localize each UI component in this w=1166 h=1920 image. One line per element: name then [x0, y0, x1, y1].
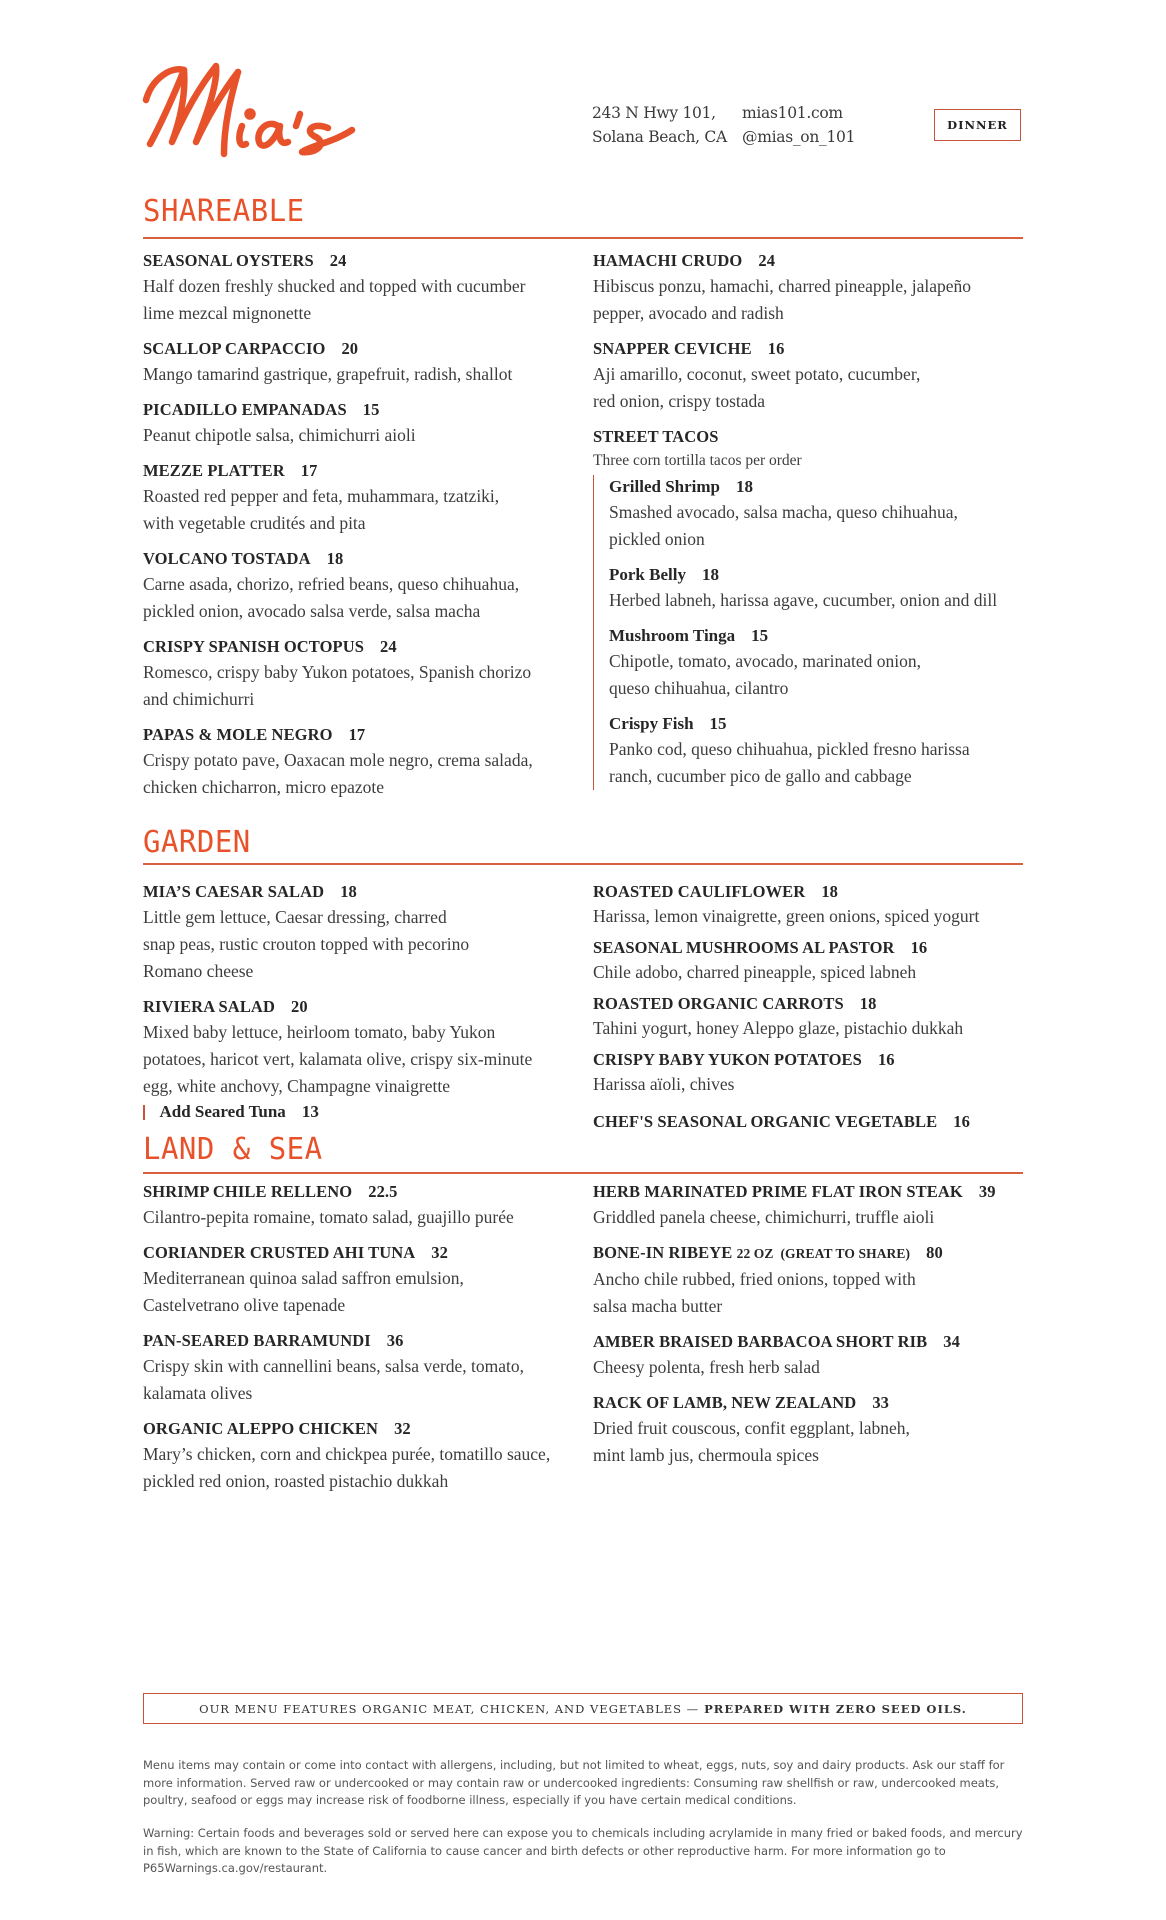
menu-item: [143, 547, 583, 625]
item-price: 32: [394, 1419, 411, 1438]
item-name: RIVIERA SALAD: [143, 997, 275, 1016]
item-price: 15: [709, 714, 727, 733]
taco-item: [609, 475, 1033, 553]
item-description: Hibiscus ponzu, hamachi, charred pineapple, jalapeño pepper, avocado and radish: [593, 276, 972, 323]
address-line-2: Solana Beach, CA: [592, 128, 727, 146]
banner-text: OUR MENU FEATURES ORGANIC MEAT, CHICKEN, AND VEGETABLES —: [199, 1701, 700, 1716]
item-price: 24: [329, 251, 347, 270]
item-note: 22 OZ (GREAT TO SHARE): [736, 1246, 911, 1261]
item-description: Harissa, lemon vinaigrette, green onions, spiced yogurt: [593, 906, 980, 926]
item-name: PAPAS & MOLE NEGRO: [143, 725, 333, 744]
item-price: 16: [910, 938, 928, 957]
section-title-shareable: SHAREABLE: [143, 192, 305, 229]
item-description: Ancho chile rubbed, fried onions, topped with salsa macha butter: [593, 1269, 916, 1316]
item-name: CORIANDER CRUSTED AHI TUNA: [143, 1243, 416, 1262]
item-price: 18: [735, 477, 753, 496]
item-description: Crispy skin with cannellini beans, salsa verde, tomato, kalamata olives: [143, 1356, 525, 1403]
menu-item: [143, 398, 583, 449]
menu-item: [593, 1048, 1033, 1096]
item-description: Panko cod, queso chihuahua, pickled fresno harissa ranch, cucumber pico de gallo and cabbage: [609, 739, 970, 786]
garden-left-column: [143, 880, 583, 1124]
tacos-intro: Three corn tortilla tacos per order: [593, 452, 802, 469]
item-price: 15: [751, 626, 769, 645]
item-name: STREET TACOS: [593, 427, 719, 446]
item-name: AMBER BRAISED BARBACOA SHORT RIB: [593, 1332, 928, 1351]
tacos-sublist: [593, 475, 1033, 790]
item-description: Mediterranean quinoa salad saffron emulsion, Castelvetrano olive tapenade: [143, 1268, 464, 1315]
item-description: Roasted red pepper and feta, muhammara, tzatziki, with vegetable crudités and pita: [143, 486, 500, 533]
item-price: 20: [290, 997, 308, 1016]
section-divider: [143, 1172, 1023, 1174]
shareable-right-column: [593, 249, 1033, 790]
menu-item: [593, 936, 1033, 984]
section-title-garden: GARDEN: [143, 823, 251, 860]
item-name: RACK OF LAMB, NEW ZEALAND: [593, 1393, 857, 1412]
address-line-1: 243 N Hwy 101,: [592, 104, 716, 122]
menu-item: [143, 1180, 583, 1231]
item-price: 17: [300, 461, 318, 480]
item-name: Mushroom Tinga: [609, 626, 736, 645]
taco-item: [609, 624, 1033, 702]
item-price: 18: [340, 882, 357, 901]
item-description: Cilantro-pepita romaine, tomato salad, guajillo purée: [143, 1207, 514, 1227]
menu-item: [593, 1180, 1033, 1231]
item-description: Crispy potato pave, Oaxacan mole negro, crema salada, chicken chicharron, micro epazote: [143, 750, 533, 797]
item-name: CRISPY BABY YUKON POTATOES: [593, 1050, 862, 1069]
item-name: ROASTED ORGANIC CARROTS: [593, 994, 844, 1013]
item-price: 32: [431, 1243, 448, 1262]
menu-item: [593, 1391, 1033, 1469]
item-description: Mango tamarind gastrique, grapefruit, radish, shallot: [143, 364, 513, 384]
item-description: Smashed avocado, salsa macha, queso chihuahua, pickled onion: [609, 502, 958, 549]
item-price: 18: [821, 882, 839, 901]
allergen-notice: Menu items may contain or come into contact with allergens, including, but not limited to wheat, eggs, nuts, soy and dairy products. Ask our staff for more information. Served raw or undercooked or may contain raw or undercooked ingredients: Consuming raw shellfish or raw, undercooked meats, poultry, seafood or eggs may increase risk of foodborne illness, especially if you have certain medical conditions.: [143, 1758, 1005, 1807]
item-description: Herbed labneh, harissa agave, cucumber, onion and dill: [609, 590, 998, 610]
banner-bold-text: PREPARED WITH ZERO SEED OILS.: [704, 1701, 967, 1716]
item-name: HAMACHI CRUDO: [593, 251, 743, 270]
menu-item: [143, 249, 583, 327]
menu-item: [593, 880, 1033, 928]
menu-item: [143, 723, 583, 801]
item-name: SEASONAL MUSHROOMS AL PASTOR: [593, 938, 895, 957]
section-title-land-sea: LAND & SEA: [143, 1130, 323, 1167]
addon-price: 13: [301, 1102, 319, 1121]
prop65-warning: Warning: Certain foods and beverages sold or served here can expose you to chemicals including acrylamide in many fried or baked foods, and mercury in fish, which are known to the State of California to cause cancer and birth defects or other reproductive harm. For more information go to P65Warnings.ca.gov/restaurant.: [143, 1826, 1023, 1875]
item-description: Peanut chipotle salsa, chimichurri aioli: [143, 425, 416, 445]
menu-item: [593, 1241, 1033, 1320]
item-name: ORGANIC ALEPPO CHICKEN: [143, 1419, 379, 1438]
item-description: Dried fruit couscous, confit eggplant, labneh, mint lamb jus, chermoula spices: [593, 1418, 910, 1465]
item-description: Mary’s chicken, corn and chickpea purée, tomatillo sauce, pickled red onion, roasted pistachio dukkah: [143, 1444, 551, 1491]
menu-item: [593, 1110, 1033, 1134]
taco-item: [609, 712, 1033, 790]
land-sea-left-column: [143, 1180, 583, 1505]
seed-oil-banner: [143, 1693, 1023, 1724]
item-price: 34: [943, 1332, 960, 1351]
menu-item: [143, 459, 583, 537]
item-name: PAN-SEARED BARRAMUNDI: [143, 1331, 371, 1350]
item-description: Half dozen freshly shucked and topped with cucumber lime mezcal mignonette: [143, 276, 526, 323]
item-price: 33: [872, 1393, 890, 1412]
item-price: 18: [859, 994, 877, 1013]
item-description: Griddled panela cheese, chimichurri, truffle aioli: [593, 1207, 935, 1227]
menu-item: [143, 337, 583, 388]
item-name: SCALLOP CARPACCIO: [143, 339, 326, 358]
item-description: Chipotle, tomato, avocado, marinated onion, queso chihuahua, cilantro: [609, 651, 922, 698]
section-divider: [143, 237, 1023, 239]
item-description: Aji amarillo, coconut, sweet potato, cucumber, red onion, crispy tostada: [593, 364, 921, 411]
item-name: SHRIMP CHILE RELLENO: [143, 1182, 353, 1201]
item-description: Mixed baby lettuce, heirloom tomato, baby Yukon potatoes, haricot vert, kalamata olive, crispy six-minute egg, white anchovy, Champagne vinaigrette: [143, 1022, 533, 1096]
item-name: VOLCANO TOSTADA: [143, 549, 311, 568]
addon-name: Add Seared Tuna: [159, 1102, 286, 1121]
item-description: Tahini yogurt, honey Aleppo glaze, pistachio dukkah: [593, 1018, 964, 1038]
item-price: 16: [767, 339, 785, 358]
land-sea-right-column: [593, 1180, 1033, 1479]
item-description: Harissa aïoli, chives: [593, 1074, 735, 1094]
item-name: HERB MARINATED PRIME FLAT IRON STEAK: [593, 1182, 963, 1201]
item-price: 18: [326, 549, 344, 568]
menu-item: [143, 1417, 583, 1495]
menu-item: [593, 249, 1033, 327]
item-price: 80: [926, 1243, 943, 1262]
item-price: 16: [877, 1050, 895, 1069]
garden-right-column: [593, 880, 1033, 1144]
item-description: Chile adobo, charred pineapple, spiced labneh: [593, 962, 917, 982]
shareable-left-column: [143, 249, 583, 811]
item-price: 15: [362, 400, 380, 419]
item-name: Grilled Shrimp: [609, 477, 720, 496]
menu-item: [143, 635, 583, 713]
item-price: 39: [978, 1182, 996, 1201]
menu-item: [143, 1241, 583, 1319]
contact: [742, 101, 855, 149]
website-link[interactable]: mias101.com: [742, 104, 843, 122]
item-name: Crispy Fish: [609, 714, 694, 733]
item-description: Cheesy polenta, fresh herb salad: [593, 1357, 820, 1377]
item-price: 17: [348, 725, 366, 744]
taco-item: [609, 563, 1033, 614]
menu-item: [593, 992, 1033, 1040]
address: [592, 101, 727, 149]
addon-marker: [143, 1105, 145, 1120]
item-price: 22.5: [368, 1182, 398, 1201]
item-description: Little gem lettuce, Caesar dressing, charred snap peas, rustic crouton topped with pecorino Romano cheese: [143, 907, 470, 981]
section-divider: [143, 863, 1023, 865]
menu-item: [143, 880, 583, 985]
item-name: SEASONAL OYSTERS: [143, 251, 314, 270]
menu-type-badge: DINNER: [934, 109, 1021, 141]
menu-item: [143, 995, 583, 1100]
item-price: 24: [758, 251, 776, 270]
menu-item: [593, 337, 1033, 415]
item-name: SNAPPER CEVICHE: [593, 339, 752, 358]
item-description: Romesco, crispy baby Yukon potatoes, Spanish chorizo and chimichurri: [143, 662, 532, 709]
menu-item: [143, 1329, 583, 1407]
item-name: CHEF'S SEASONAL ORGANIC VEGETABLE: [593, 1112, 938, 1131]
item-name: Pork Belly: [609, 565, 686, 584]
mias-logo: [138, 56, 360, 162]
item-price: 24: [380, 637, 397, 656]
item-name: BONE-IN RIBEYE: [593, 1243, 733, 1262]
item-name: MEZZE PLATTER: [143, 461, 285, 480]
item-price: 16: [953, 1112, 970, 1131]
street-tacos: [593, 425, 1033, 790]
social-handle[interactable]: @mias_on_101: [742, 128, 856, 146]
menu-item: [593, 1330, 1033, 1381]
logo-script-icon: [138, 56, 360, 162]
item-description: Carne asada, chorizo, refried beans, queso chihuahua, pickled onion, avocado salsa verde, salsa macha: [143, 574, 520, 621]
item-price: 36: [386, 1331, 404, 1350]
item-price: 18: [701, 565, 719, 584]
item-name: ROASTED CAULIFLOWER: [593, 882, 806, 901]
item-price: 20: [341, 339, 359, 358]
item-name: MIA’S CAESAR SALAD: [143, 882, 325, 901]
item-name: CRISPY SPANISH OCTOPUS: [143, 637, 365, 656]
item-name: PICADILLO EMPANADAS: [143, 400, 347, 419]
addon-item: [143, 1100, 583, 1124]
